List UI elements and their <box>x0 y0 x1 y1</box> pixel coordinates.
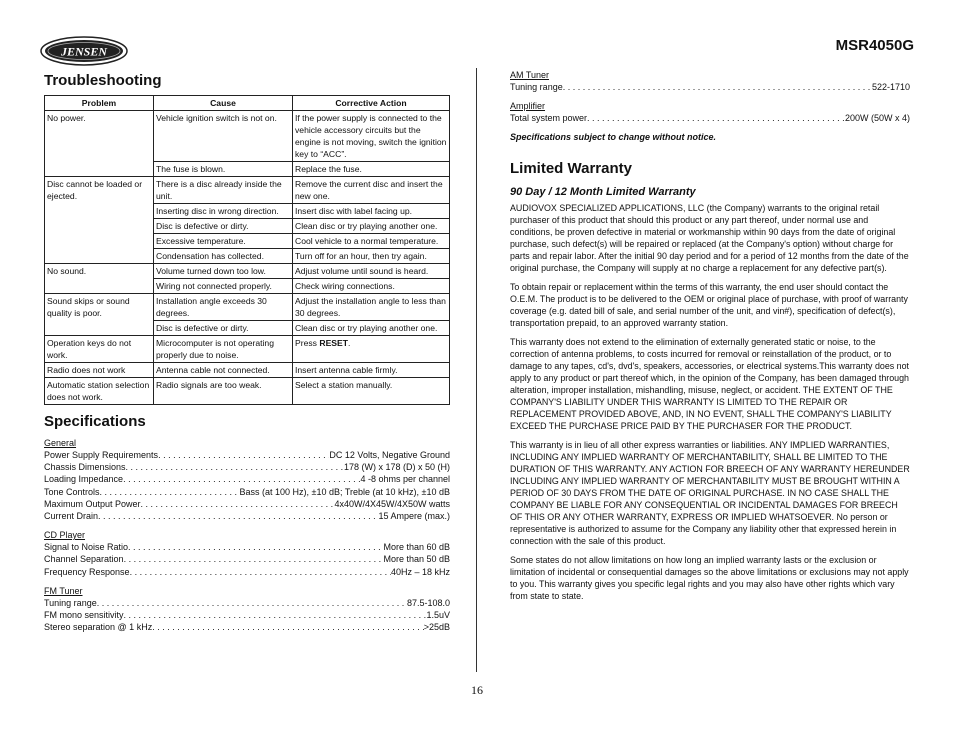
table-row <box>45 264 450 279</box>
table-row <box>45 294 450 321</box>
warranty-paragraph: This warranty does not extend to the elimination of externally generated static or noise, to the correction of antenna problems, to costs incurred for removal or reinstallation of the product, or to damage to any tapes, cd's, dvd's, speakers, accessories, or electrical systems.This warranty does not apply to any product or part thereof which, in the opinion of the Company, has been damaged through alteration, improper installation, mishandling, misuse, neglect, or accident. THE EXTENT OF THE COMPANY'S LIABILITY UNDER THIS WARRANTY IS LIMITED TO THE REPAIR OR REPLACEMENT PROVIDED ABOVE, AND, IN NO EVENT, SHALL THE COMPANY'S LIABILITY EXCEED THE PURCHASE PRICE PAID BY THE PURCHASER FOR THE PRODUCT. <box>510 337 909 432</box>
problem-cell: Sound skips or sound quality is poor. <box>45 294 154 336</box>
spec-label: Tuning range <box>44 597 97 608</box>
dot-leader <box>123 473 360 485</box>
warranty-body <box>510 202 910 602</box>
column-header: Cause <box>154 96 293 111</box>
spec-group-cd-player: CD Player <box>44 530 86 541</box>
action-cell <box>293 336 450 363</box>
action-text: . <box>348 338 351 348</box>
action-cell: Remove the current disc and insert the new one. <box>293 177 450 204</box>
spec-label: Channel Separation <box>44 554 124 565</box>
action-cell: Clean disc or try playing another one. <box>293 321 450 336</box>
action-cell: Select a station manually. <box>293 378 450 405</box>
dot-leader <box>130 566 391 578</box>
cause-cell: The fuse is blown. <box>154 162 293 177</box>
spec-group-am-tuner: AM Tuner <box>510 70 550 80</box>
spec-label: Power Supply Requirements <box>44 450 159 460</box>
spec-label: Chassis Dimensions <box>44 462 126 473</box>
spec-label: Tone Controls <box>44 486 100 497</box>
spec-row <box>44 553 450 565</box>
cause-cell: Disc is defective or dirty. <box>154 321 293 336</box>
spec-list-general <box>44 449 450 522</box>
warranty-paragraph: To obtain repair or replacement within the terms of this warranty, the end user should contact the O.E.M. The product is to be delivered to the OEM or original place of purchase, with proof of warranty coverage (e.g. dated bill of sale, and serial number of the unit, and vin#), specification of defect(s), transportation prepaid, to an approved warranty station. <box>510 282 908 329</box>
warranty-paragraph: AUDIOVOX SPECIALIZED APPLICATIONS, LLC (the Company) warrants to the original retail purchaser of this product that should this product or any part thereof, under normal use and conditions, be proven defective in material or workmanship within 90 days from the date of original purchase, such defect(s) will be repaired or replaced (at the Company's option) without charge for parts and repair labor. After the initial 90 day period and for a period of 12 months from the date of the original purchase, the Company will supply at no charge a replacement for any defective part(s). <box>510 203 909 274</box>
spec-row <box>44 566 450 578</box>
spec-label: Loading Impedance <box>44 474 124 485</box>
problem-cell: Operation keys do not work. <box>45 336 154 363</box>
dot-leader <box>124 553 384 565</box>
action-cell: If the power supply is connected to the vehicle accessory circuits but the engine is not moving, switch the ignition key to “ACC”. <box>293 111 450 162</box>
dot-leader <box>128 541 383 553</box>
spec-list-cd-player <box>44 541 450 578</box>
spec-label: Frequency Response <box>44 566 130 577</box>
spec-value: 1.5uV <box>426 610 450 621</box>
warranty-paragraph: Some states do not allow limitations on how long an implied warranty lasts or the exclusion or limitation of incidental or consequential damages so the above limitations or exclusions may not apply to you. This warranty gives you specific legal rights and you may also have other rights which vary from state to state. <box>510 555 909 602</box>
spec-row <box>44 541 450 553</box>
spec-row <box>510 112 910 124</box>
problem-cell: No sound. <box>45 264 154 294</box>
action-cell: Insert antenna cable firmly. <box>293 363 450 378</box>
page-number: 16 <box>471 683 483 697</box>
dot-leader <box>141 498 335 510</box>
right-column <box>510 69 910 602</box>
reset-key-label: RESET <box>319 338 349 348</box>
spec-value: 15 Ampere (max.) <box>378 511 450 522</box>
spec-value: 200W (50W x 4) <box>844 113 910 124</box>
spec-value: >25dB <box>423 622 450 633</box>
action-cell: Adjust volume until sound is heard. <box>293 264 450 279</box>
spec-row <box>44 621 450 633</box>
table-header-row <box>45 96 450 111</box>
dot-leader <box>124 609 427 621</box>
spec-label: Maximum Output Power <box>44 498 141 509</box>
action-cell: Replace the fuse. <box>293 162 450 177</box>
dot-leader <box>100 486 240 498</box>
table-row <box>45 363 450 378</box>
spec-value: DC 12 Volts, Negative Ground <box>329 450 450 460</box>
left-column <box>44 72 450 633</box>
warranty-paragraph: This warranty is in lieu of all other express warranties or liabilities. ANY IMPLIED WARRANTIES, INCLUDING ANY IMPLIED WARRANTY OF MERCHANTABILITY, SHALL BE LIMITED TO THE DURATION OF THIS WARRANTY. ANY ACTION FOR BREECH OF ANY WARRANTY HEREUNDER INCLUDING ANY IMPLIED WARRANTY OF MERCHANTABILITY MUST BE BROUGHT WITHIN A PERIOD OF 30 DAYS FROM THE DATE OF ORIGINAL PURCHASE. IN NO CASE SHALL THE COMPANY BE LIABLE FOR ANY CONSEQUENTIAL OR INCIDENTAL DAMAGES FOR BREECH OF THIS OR ANY OTHER WARRANTY, EXPRESS OR IMPLIED WHATSOEVER. No person or representative is authorized to assume for the Company any liability other that expressed herein in connection with the sale of this product. <box>510 440 910 547</box>
dot-leader <box>152 621 424 633</box>
spec-label: Current Drain <box>44 511 99 522</box>
warranty-subtitle: 90 Day / 12 Month Limited Warranty <box>510 186 696 199</box>
spec-row <box>44 498 450 510</box>
cause-cell: Inserting disc in wrong direction. <box>154 204 293 219</box>
cause-cell: Installation angle exceeds 30 degrees. <box>154 294 293 321</box>
spec-group-fm-tuner: FM Tuner <box>44 585 83 596</box>
dot-leader <box>563 81 872 93</box>
spec-change-note: Specifications subject to change without notice. <box>510 132 717 143</box>
action-text: Press <box>295 338 320 348</box>
cause-cell: Vehicle ignition switch is not on. <box>154 111 293 162</box>
spec-value: 87.5-108.0 <box>406 597 450 608</box>
spec-row <box>510 81 910 93</box>
table-row <box>45 111 450 162</box>
cause-cell: There is a disc already inside the unit. <box>154 177 293 204</box>
spec-row <box>44 473 450 485</box>
action-cell: Adjust the installation angle to less than 30 degrees. <box>293 294 450 321</box>
spec-row <box>44 510 450 522</box>
action-cell: Turn off for an hour, then try again. <box>293 249 450 264</box>
spec-row <box>44 486 450 498</box>
spec-label: Total system power <box>510 113 588 124</box>
dot-leader <box>158 449 329 461</box>
svg-text:JENSEN: JENSEN <box>60 44 108 59</box>
dot-leader <box>587 112 845 124</box>
spec-list-amplifier <box>510 112 910 124</box>
spec-row <box>44 461 450 473</box>
problem-cell: Radio does not work <box>45 363 154 378</box>
dot-leader <box>98 510 378 522</box>
table-row <box>45 378 450 405</box>
spec-value: More than 50 dB <box>383 554 450 565</box>
jensen-logo <box>40 36 128 66</box>
spec-group-general: General <box>44 438 77 448</box>
spec-label: Signal to Noise Ratio <box>44 542 129 553</box>
table-row <box>45 336 450 363</box>
spec-value: 4x40W/4X45W/4X50W watts <box>334 498 450 509</box>
dot-leader <box>97 597 407 609</box>
spec-value: More than 60 dB <box>383 542 450 553</box>
action-cell: Cool vehicle to a normal temperature. <box>293 234 450 249</box>
spec-row <box>44 609 450 621</box>
cause-cell: Disc is defective or dirty. <box>154 219 293 234</box>
spec-value: 40Hz – 18 kHz <box>390 566 450 577</box>
warranty-title: Limited Warranty <box>510 160 632 178</box>
problem-cell: Automatic station selection does not work. <box>45 378 154 405</box>
cause-cell: Excessive temperature. <box>154 234 293 249</box>
model-number: MSR4050G <box>835 37 914 54</box>
action-cell: Insert disc with label facing up. <box>293 204 450 219</box>
cause-cell: Antenna cable not connected. <box>154 363 293 378</box>
spec-list-fm-tuner <box>44 597 450 634</box>
troubleshooting-body <box>45 111 450 405</box>
spec-row <box>44 597 450 609</box>
spec-value: 4 -8 ohms per channel <box>360 474 450 485</box>
cause-cell: Microcomputer is not operating properly due to noise. <box>154 336 293 363</box>
dot-leader <box>126 461 344 473</box>
troubleshooting-table <box>44 95 450 405</box>
problem-cell: Disc cannot be loaded or ejected. <box>45 177 154 264</box>
spec-value: 522-1710 <box>871 82 910 92</box>
spec-group-amplifier: Amplifier <box>510 101 546 112</box>
spec-list-am-tuner <box>510 81 910 93</box>
cause-cell: Wiring not connected properly. <box>154 279 293 294</box>
column-header: Corrective Action <box>293 96 450 111</box>
column-header: Problem <box>45 96 154 111</box>
cause-cell: Volume turned down too low. <box>154 264 293 279</box>
troubleshooting-title: Troubleshooting <box>44 72 162 89</box>
cause-cell: Condensation has collected. <box>154 249 293 264</box>
column-divider <box>476 68 477 672</box>
spec-row <box>44 449 450 461</box>
spec-value: 178 (W) x 178 (D) x 50 (H) <box>343 462 450 473</box>
spec-label: Stereo separation @ 1 kHz <box>44 622 153 633</box>
spec-label: FM mono sensitivity <box>44 610 124 621</box>
table-row <box>45 177 450 204</box>
specifications-title: Specifications <box>44 413 146 430</box>
spec-label: Tuning range <box>510 82 563 92</box>
action-cell: Check wiring connections. <box>293 279 450 294</box>
spec-value: Bass (at 100 Hz), ±10 dB; Treble (at 10 kHz), ±10 dB <box>239 486 450 497</box>
action-cell: Clean disc or try playing another one. <box>293 219 450 234</box>
cause-cell: Radio signals are too weak. <box>154 378 293 405</box>
problem-cell: No power. <box>45 111 154 177</box>
